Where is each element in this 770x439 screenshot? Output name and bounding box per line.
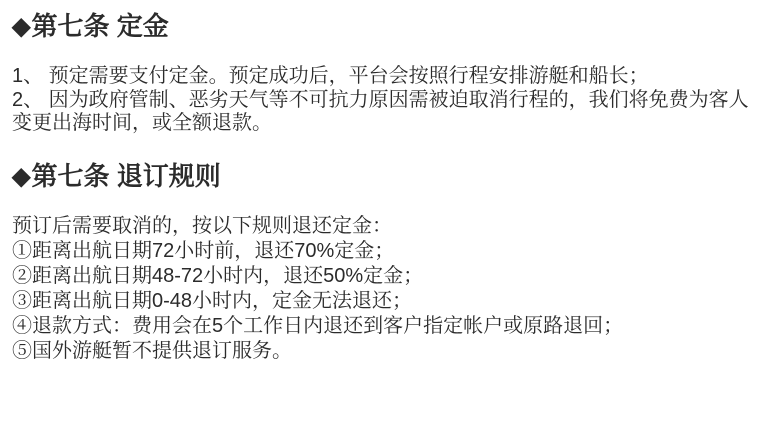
deposit-rule-line-2: 2、 因为政府管制、恶劣天气等不可抗力原因需被迫取消行程的，我们将免费为客人 xyxy=(12,88,749,111)
section-cancellation-title xyxy=(12,161,770,192)
cancellation-rule-line-4: ④退款方式：费用会在5个工作日内退还到客户指定帐户或原路退回； xyxy=(12,314,624,337)
deposit-rule-line-3: 变更出海时间，或全额退款。 xyxy=(12,112,272,134)
cancellation-rule-line-2: ②距离出航日期48-72小时内，退还50%定金； xyxy=(12,264,424,287)
section-deposit-body xyxy=(12,65,770,136)
cancellation-rule-line-5: ⑤国外游艇暂不提供退订服务。 xyxy=(12,339,292,362)
cancellation-rule-line-3: ③距离出航日期0-48小时内，定金无法退还； xyxy=(12,289,413,312)
diamond-bullet-icon: ◆ xyxy=(12,162,31,190)
cancellation-rule-line-1: ①距离出航日期72小时前，退还70%定金； xyxy=(12,239,395,262)
section-cancellation-title-text: 第七条 退订规则 xyxy=(31,160,221,191)
deposit-rule-line-1: 1、 预定需要支付定金。预定成功后，平台会按照行程安排游艇和船长； xyxy=(12,65,649,87)
section-deposit-title-text: 第七条 定金 xyxy=(31,11,169,41)
diamond-bullet-icon: ◆ xyxy=(12,13,31,40)
section-deposit-title xyxy=(12,11,770,42)
cancellation-intro-line: 预订后需要取消的，按以下规则退还定金： xyxy=(12,214,392,237)
section-cancellation-body xyxy=(12,214,770,364)
